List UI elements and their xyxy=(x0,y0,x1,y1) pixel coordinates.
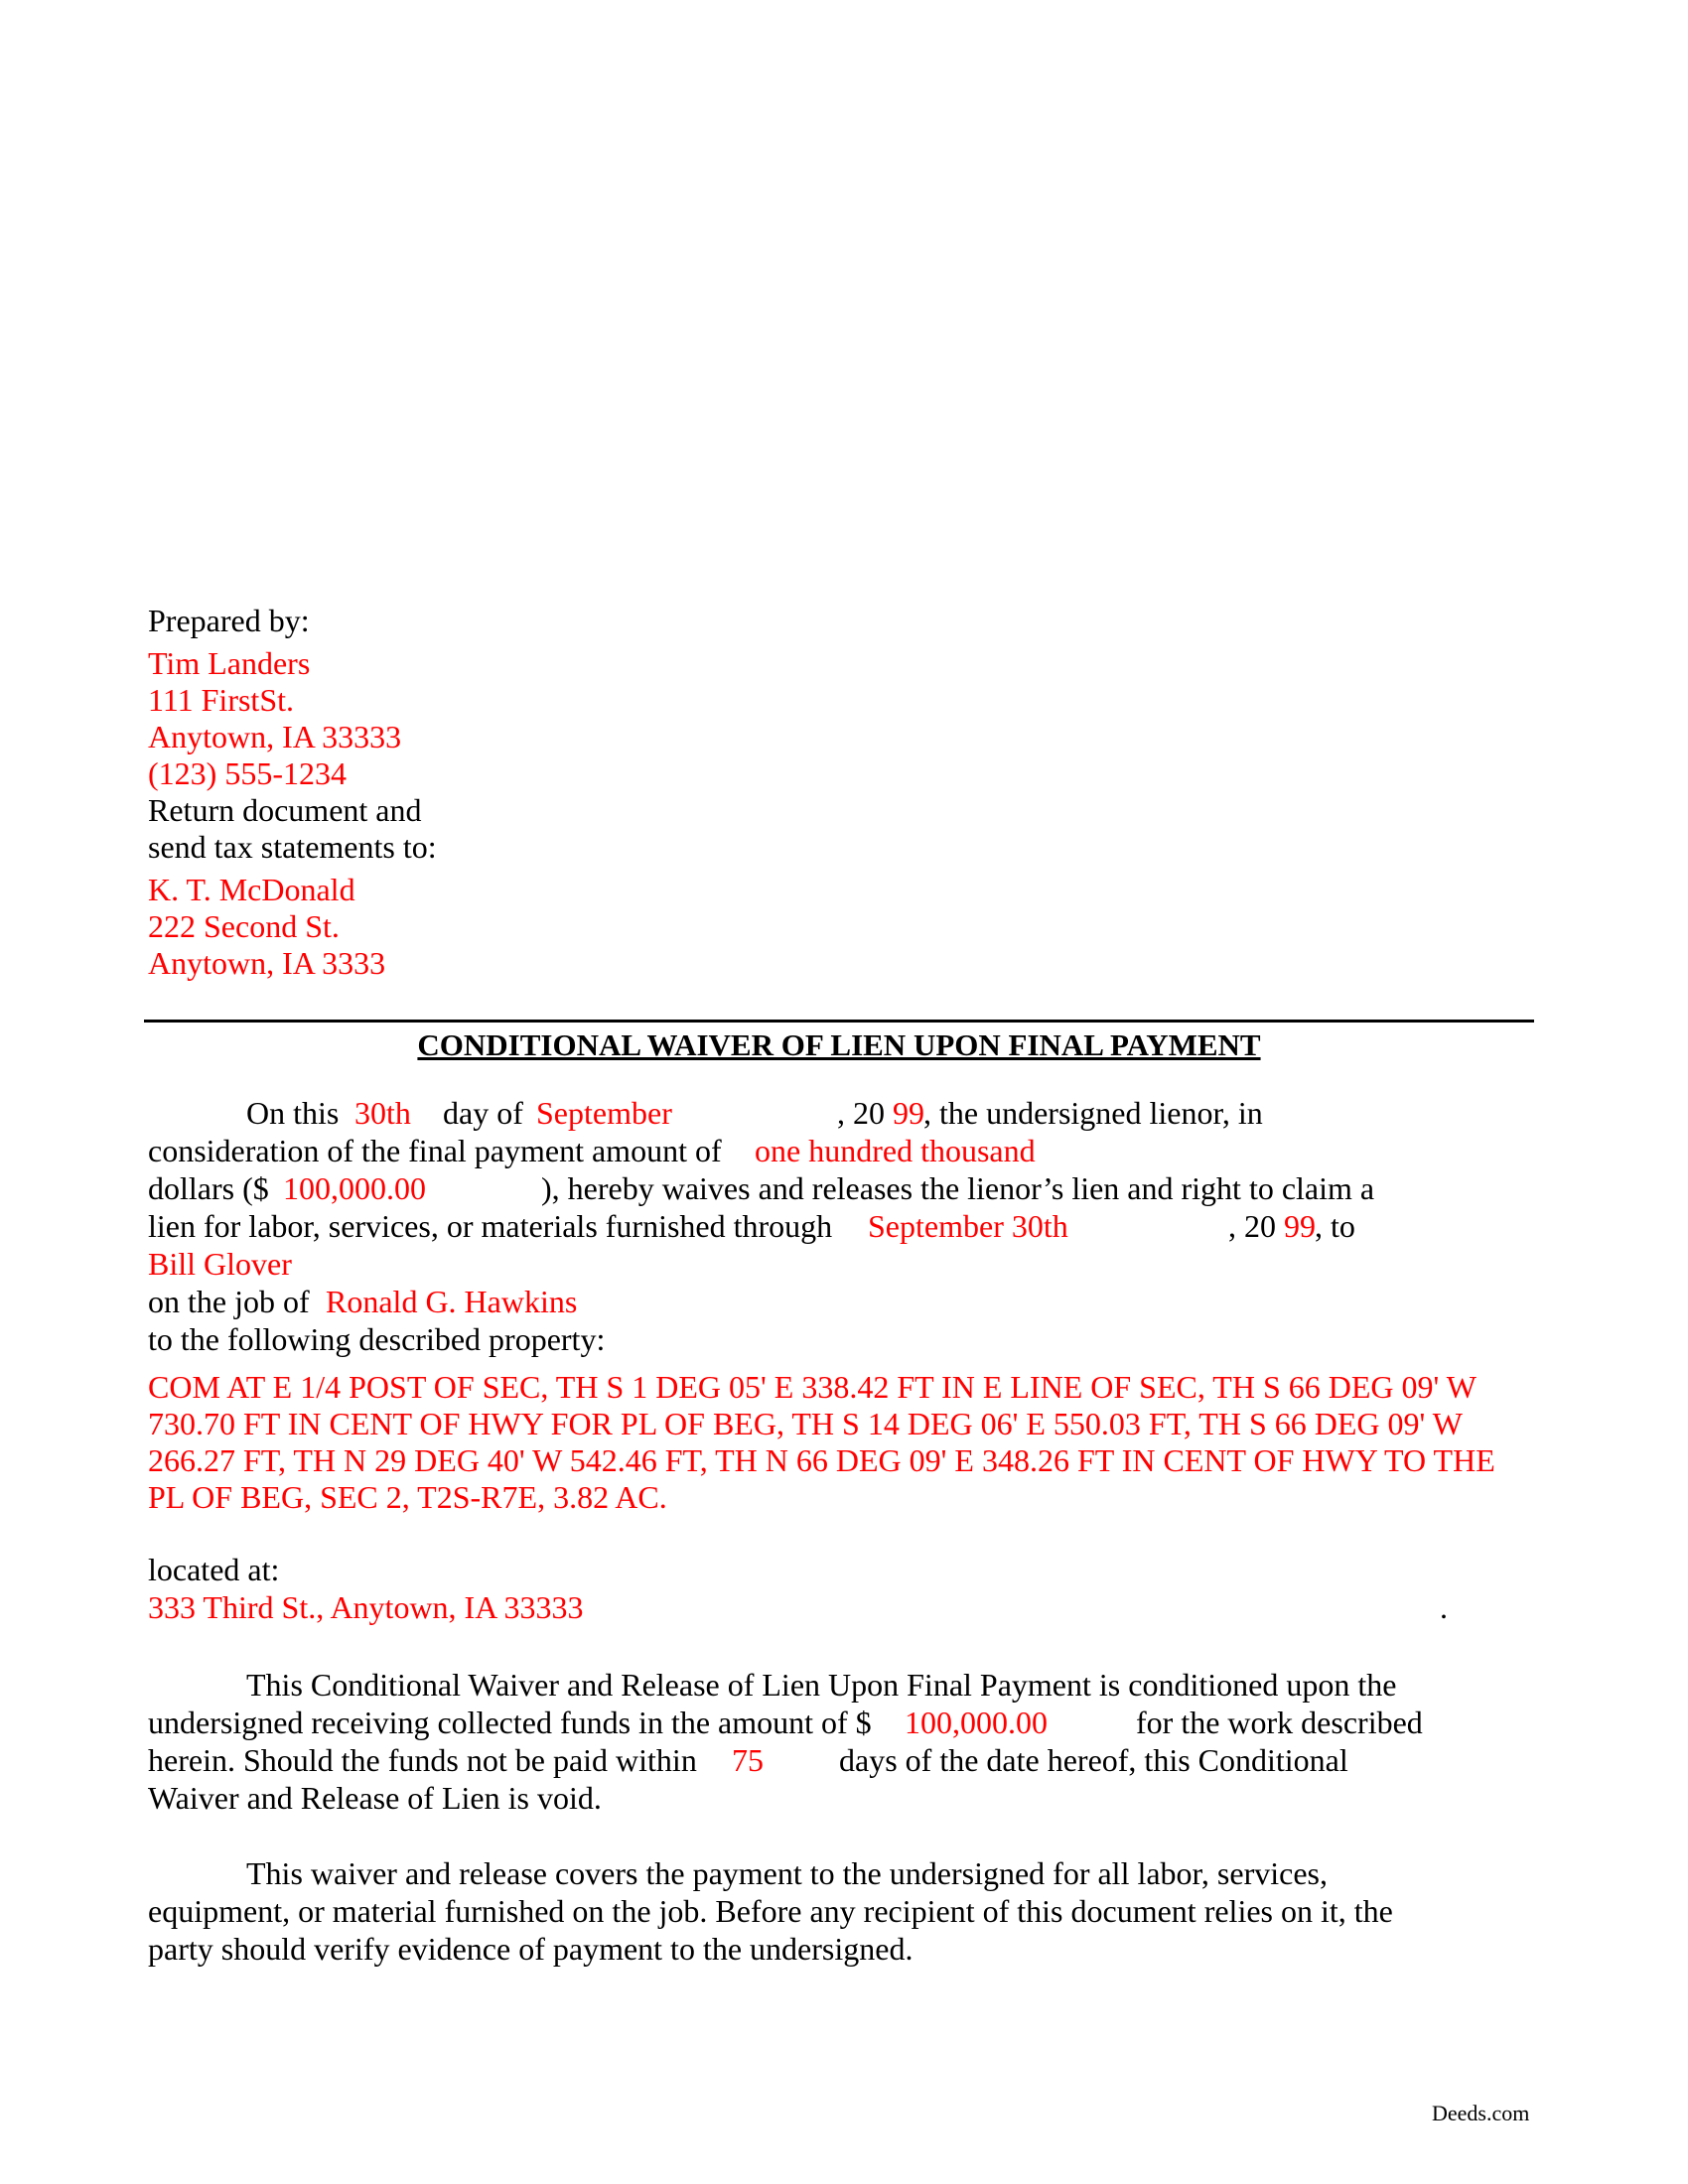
p2-line3a: herein. Should the funds not be paid within xyxy=(148,1742,697,1778)
p3-line1: This waiver and release covers the payment to the undersigned for all labor, services, xyxy=(246,1855,1328,1891)
preparer-name: Tim Landers xyxy=(148,645,311,681)
preparer-phone: (123) 555-1234 xyxy=(148,755,347,791)
p1-undersigned: , the undersigned lienor, in xyxy=(923,1095,1263,1131)
p1-hereby: ), hereby waives and releases the lienor’s lien and right to claim a xyxy=(541,1170,1375,1206)
address-period: . xyxy=(1440,1589,1448,1625)
return-to-name: K. T. McDonald xyxy=(148,872,355,907)
p2-amount-field: 100,000.00 xyxy=(905,1705,1048,1740)
month-field: September xyxy=(536,1095,672,1131)
legal-description-line: 730.70 FT IN CENT OF HWY FOR PL OF BEG, TH S 14 DEG 06' E 550.03 FT, TH S 66 DEG 09' W xyxy=(148,1406,1463,1441)
p2-line1: This Conditional Waiver and Release of Lien Upon Final Payment is conditioned upon the xyxy=(246,1667,1397,1703)
return-to-label-line1: Return document and xyxy=(148,792,422,828)
prepared-by-label: Prepared by: xyxy=(148,603,310,638)
p2-line3b: days of the date hereof, this Conditional xyxy=(839,1742,1348,1778)
p1-comma-20b: , 20 xyxy=(1228,1208,1276,1244)
year-field: 99 xyxy=(893,1095,924,1131)
p1-comma-20: , 20 xyxy=(837,1095,885,1131)
property-address-field: 333 Third St., Anytown, IA 33333 xyxy=(148,1589,584,1625)
p2-line4: Waiver and Release of Lien is void. xyxy=(148,1780,602,1816)
preparer-street: 111 FirstSt. xyxy=(148,682,294,718)
return-to-street: 222 Second St. xyxy=(148,908,340,944)
return-to-label-line2: send tax statements to: xyxy=(148,829,437,865)
p1-on-job: on the job of xyxy=(148,1284,310,1319)
legal-description-line: 266.27 FT, TH N 29 DEG 40' W 542.46 FT, TH N 66 DEG 09' E 348.26 FT IN CENT OF HWY TO THE xyxy=(148,1442,1495,1478)
p1-on-this: On this xyxy=(246,1095,340,1131)
p1-following: to the following described property: xyxy=(148,1321,606,1357)
through-date-field: September 30th xyxy=(868,1208,1068,1244)
document-title: CONDITIONAL WAIVER OF LIEN UPON FINAL PAYMENT xyxy=(417,1027,1261,1062)
preparer-city: Anytown, IA 33333 xyxy=(148,719,402,754)
day-field: 30th xyxy=(354,1095,411,1131)
p3-line3: party should verify evidence of payment to the undersigned. xyxy=(148,1931,914,1967)
p3-line2: equipment, or material furnished on the job. Before any recipient of this document relies on it, the xyxy=(148,1893,1393,1929)
p1-to: , to xyxy=(1315,1208,1355,1244)
p1-lien-for: lien for labor, services, or materials furnished through xyxy=(148,1208,833,1244)
p2-line2a: undersigned receiving collected funds in the amount of $ xyxy=(148,1705,872,1740)
legal-description-line: PL OF BEG, SEC 2, T2S-R7E, 3.82 AC. xyxy=(148,1479,667,1515)
days-field: 75 xyxy=(732,1742,764,1778)
return-to-city: Anytown, IA 3333 xyxy=(148,945,386,981)
p1-consideration: consideration of the final payment amount of xyxy=(148,1133,722,1168)
party-field: Bill Glover xyxy=(148,1246,292,1282)
p2-line2b: for the work described xyxy=(1136,1705,1423,1740)
job-owner-field: Ronald G. Hawkins xyxy=(326,1284,578,1319)
p1-dollars: dollars ($ xyxy=(148,1170,269,1206)
legal-description-line: COM AT E 1/4 POST OF SEC, TH S 1 DEG 05' E 338.42 FT IN E LINE OF SEC, TH S 66 DEG 09' W xyxy=(148,1369,1477,1405)
located-at-label: located at: xyxy=(148,1552,280,1587)
amount-words-field: one hundred thousand xyxy=(755,1133,1036,1168)
through-year-field: 99 xyxy=(1284,1208,1316,1244)
footer-brand: Deeds.com xyxy=(1432,2101,1530,2125)
p1-day-of: day of xyxy=(443,1095,523,1131)
amount-field: 100,000.00 xyxy=(283,1170,426,1206)
header-divider xyxy=(144,1020,1534,1023)
